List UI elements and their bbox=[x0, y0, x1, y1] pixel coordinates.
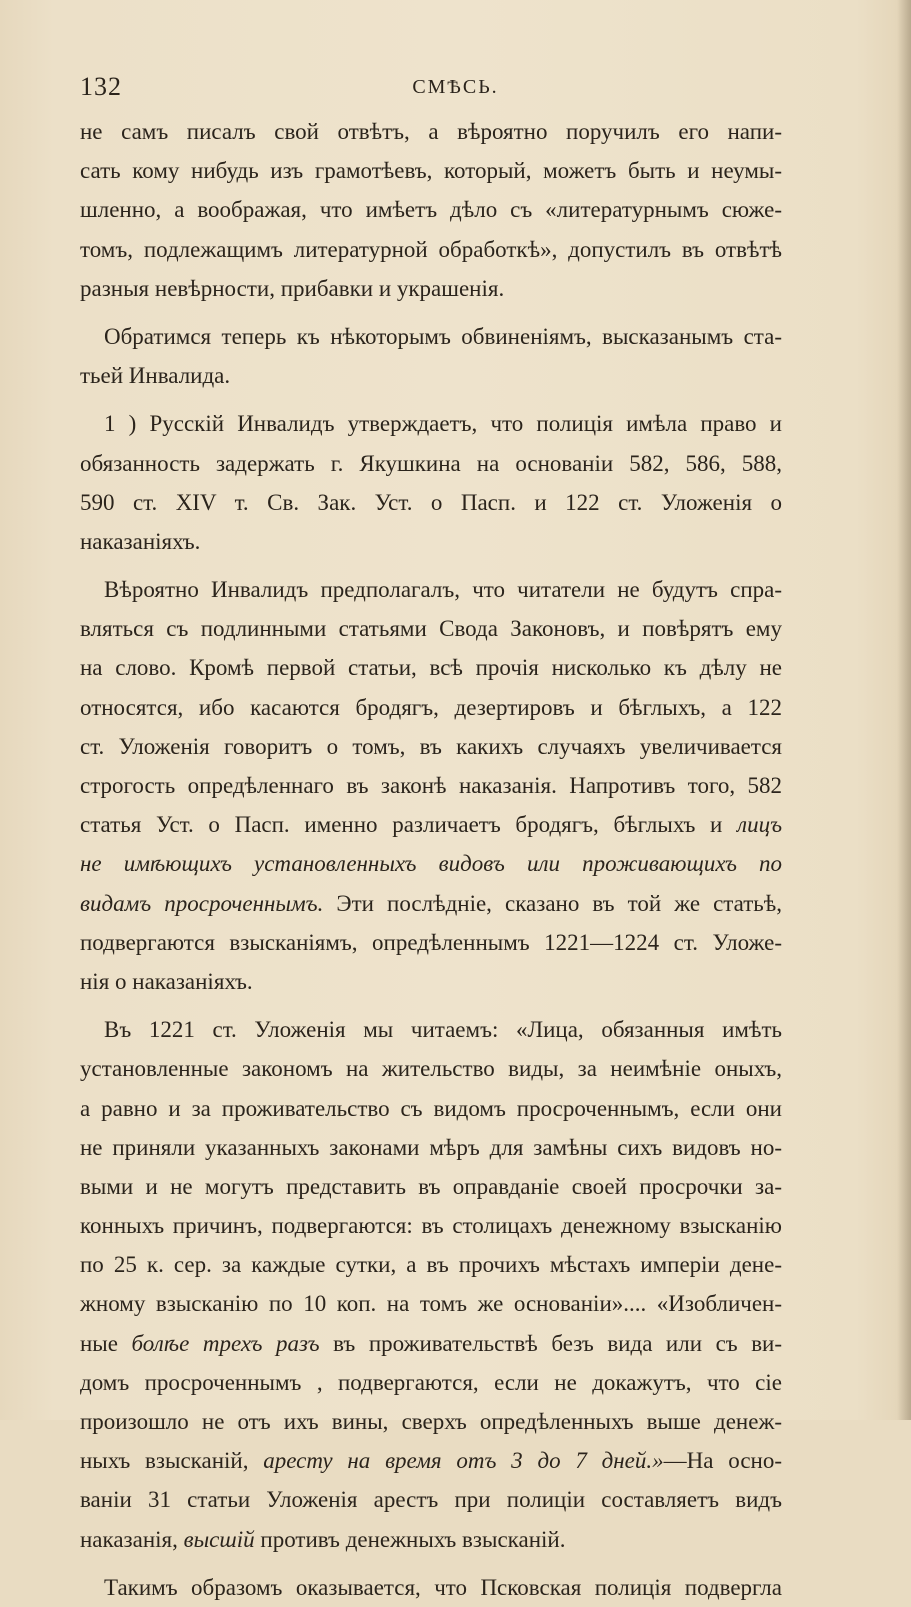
italic-text: высшій bbox=[183, 1526, 255, 1552]
text-line: установленные закономъ на жительство виды, за неимѣніе оныхъ, bbox=[80, 1056, 782, 1082]
text-line: разныя невѣрности, прибавки и украшенія. bbox=[80, 275, 505, 301]
text-line: сать кому нибудь изъ грамотѣевъ, который, можетъ быть и неумы- bbox=[80, 158, 782, 184]
text-line: по 25 к. сер. за каждые сутки, а въ прочихъ мѣстахъ имперіи дене- bbox=[80, 1252, 782, 1278]
text-line: а равно и за проживательство съ видомъ просроченнымъ, если они bbox=[80, 1095, 782, 1121]
text-line: обязанность задержать г. Якушкина на основаніи 582, 586, 588, bbox=[80, 450, 782, 476]
text-line: Вѣроятно Инвалидъ предполагалъ, что читатели не будутъ спра- bbox=[104, 577, 782, 603]
italic-text: болѣе трехъ разъ bbox=[131, 1330, 320, 1356]
running-head: СМѢСЬ. bbox=[412, 76, 499, 98]
page-header bbox=[80, 72, 831, 104]
text-line: нія о наказаніяхъ. bbox=[80, 968, 253, 994]
text-line: томъ, подлежащимъ литературной обработкѣ», допустилъ въ отвѣтѣ bbox=[80, 236, 782, 262]
text-segment: ные bbox=[80, 1330, 118, 1356]
text-line bbox=[80, 805, 782, 844]
italic-text: видамъ просроченнымъ. bbox=[80, 890, 324, 916]
text-segment: статья Уст. о Пасп. именно различаетъ бродягъ, бѣглыхъ и bbox=[80, 812, 723, 838]
italic-text: аресту на время отъ 3 до 7 дней.» bbox=[263, 1448, 664, 1474]
text-segment: противъ денежныхъ взысканій. bbox=[260, 1526, 566, 1552]
text-line: не приняли указанныхъ законами мѣръ для замѣны сихъ видовъ но- bbox=[80, 1134, 782, 1160]
text-line: 1 ) Русскій Инвалидъ утверждаетъ, что полиція имѣла право и bbox=[104, 411, 782, 437]
text-segment: Эти послѣдніе, сказано въ той же статьѣ, bbox=[336, 890, 783, 916]
text-line: наказаніяхъ. bbox=[80, 528, 201, 554]
text-line: произошло не отъ ихъ вины, сверхъ опредѣленныхъ выше денеж- bbox=[80, 1409, 782, 1434]
text-segment: въ проживательствѣ безъ вида или съ ви- bbox=[333, 1330, 783, 1356]
text-line: не самъ писалъ свой отвѣтъ, а вѣроятно поручилъ его напи- bbox=[80, 119, 782, 144]
text-line: 590 ст. XIV т. Св. Зак. Уст. о Пасп. и 122 ст. Уложенія о bbox=[80, 489, 782, 515]
text-segment: наказанія, bbox=[80, 1526, 178, 1552]
text-line: домъ просроченнымъ , подвергаются, если не докажутъ, что сіе bbox=[80, 1369, 782, 1395]
text-segment: ныхъ взысканій, bbox=[80, 1448, 249, 1474]
page-number: 132 bbox=[80, 72, 122, 101]
text-line: ст. Уложенія говоритъ о томъ, въ какихъ случаяхъ увеличивается bbox=[80, 733, 782, 759]
body-text bbox=[80, 112, 782, 1607]
text-line: Обратимся теперь къ нѣкоторымъ обвиненіямъ, высказанымъ ста- bbox=[104, 323, 782, 349]
italic-text: лицъ bbox=[737, 812, 783, 838]
italic-text: не имѣющихъ установленныхъ видовъ или проживающихъ по bbox=[80, 851, 782, 877]
text-line bbox=[80, 1324, 782, 1363]
text-line: вляться съ подлинными статьями Свода Законовъ, и повѣрятъ ему bbox=[80, 616, 782, 642]
text-line: жному взысканію по 10 коп. на томъ же основаніи».... «Изобличен- bbox=[80, 1291, 782, 1317]
text-line: шленно, а воображая, что имѣетъ дѣло съ «литературнымъ сюже- bbox=[80, 197, 782, 223]
text-line bbox=[80, 884, 782, 923]
text-line: относятся, ибо касаются бродягъ, дезертировъ и бѣглыхъ, а 122 bbox=[80, 694, 782, 720]
text-line: тьей Инвалида. bbox=[80, 363, 231, 389]
text-line: конныхъ причинъ, подвергаются: въ столицахъ денежному взысканію bbox=[80, 1213, 782, 1239]
text-line: выми и не могутъ представить въ оправданіе своей просрочки за- bbox=[80, 1173, 782, 1199]
text-line: Такимъ образомъ оказывается, что Псковская полиція подвергла bbox=[104, 1574, 782, 1600]
text-line bbox=[80, 1441, 782, 1480]
text-line: на слово. Кромѣ первой статьи, всѣ прочія нисколько къ дѣлу не bbox=[80, 655, 782, 681]
text-line: строгость опредѣленнаго въ законѣ наказанія. Напротивъ того, 582 bbox=[80, 773, 782, 798]
page-edge-shadow bbox=[897, 0, 911, 1420]
text-line bbox=[80, 844, 782, 883]
text-line: подвергаются взысканіямъ, опредѣленнымъ 1221—1224 ст. Уложе- bbox=[80, 929, 782, 955]
text-segment: —На осно- bbox=[663, 1448, 783, 1474]
text-line: ваніи 31 статьи Уложенія арестъ при полиціи составляетъ видъ bbox=[80, 1487, 782, 1513]
text-line: Въ 1221 ст. Уложенія мы читаемъ: «Лица, обязанныя имѣть bbox=[104, 1017, 782, 1043]
text-line bbox=[80, 1520, 782, 1559]
